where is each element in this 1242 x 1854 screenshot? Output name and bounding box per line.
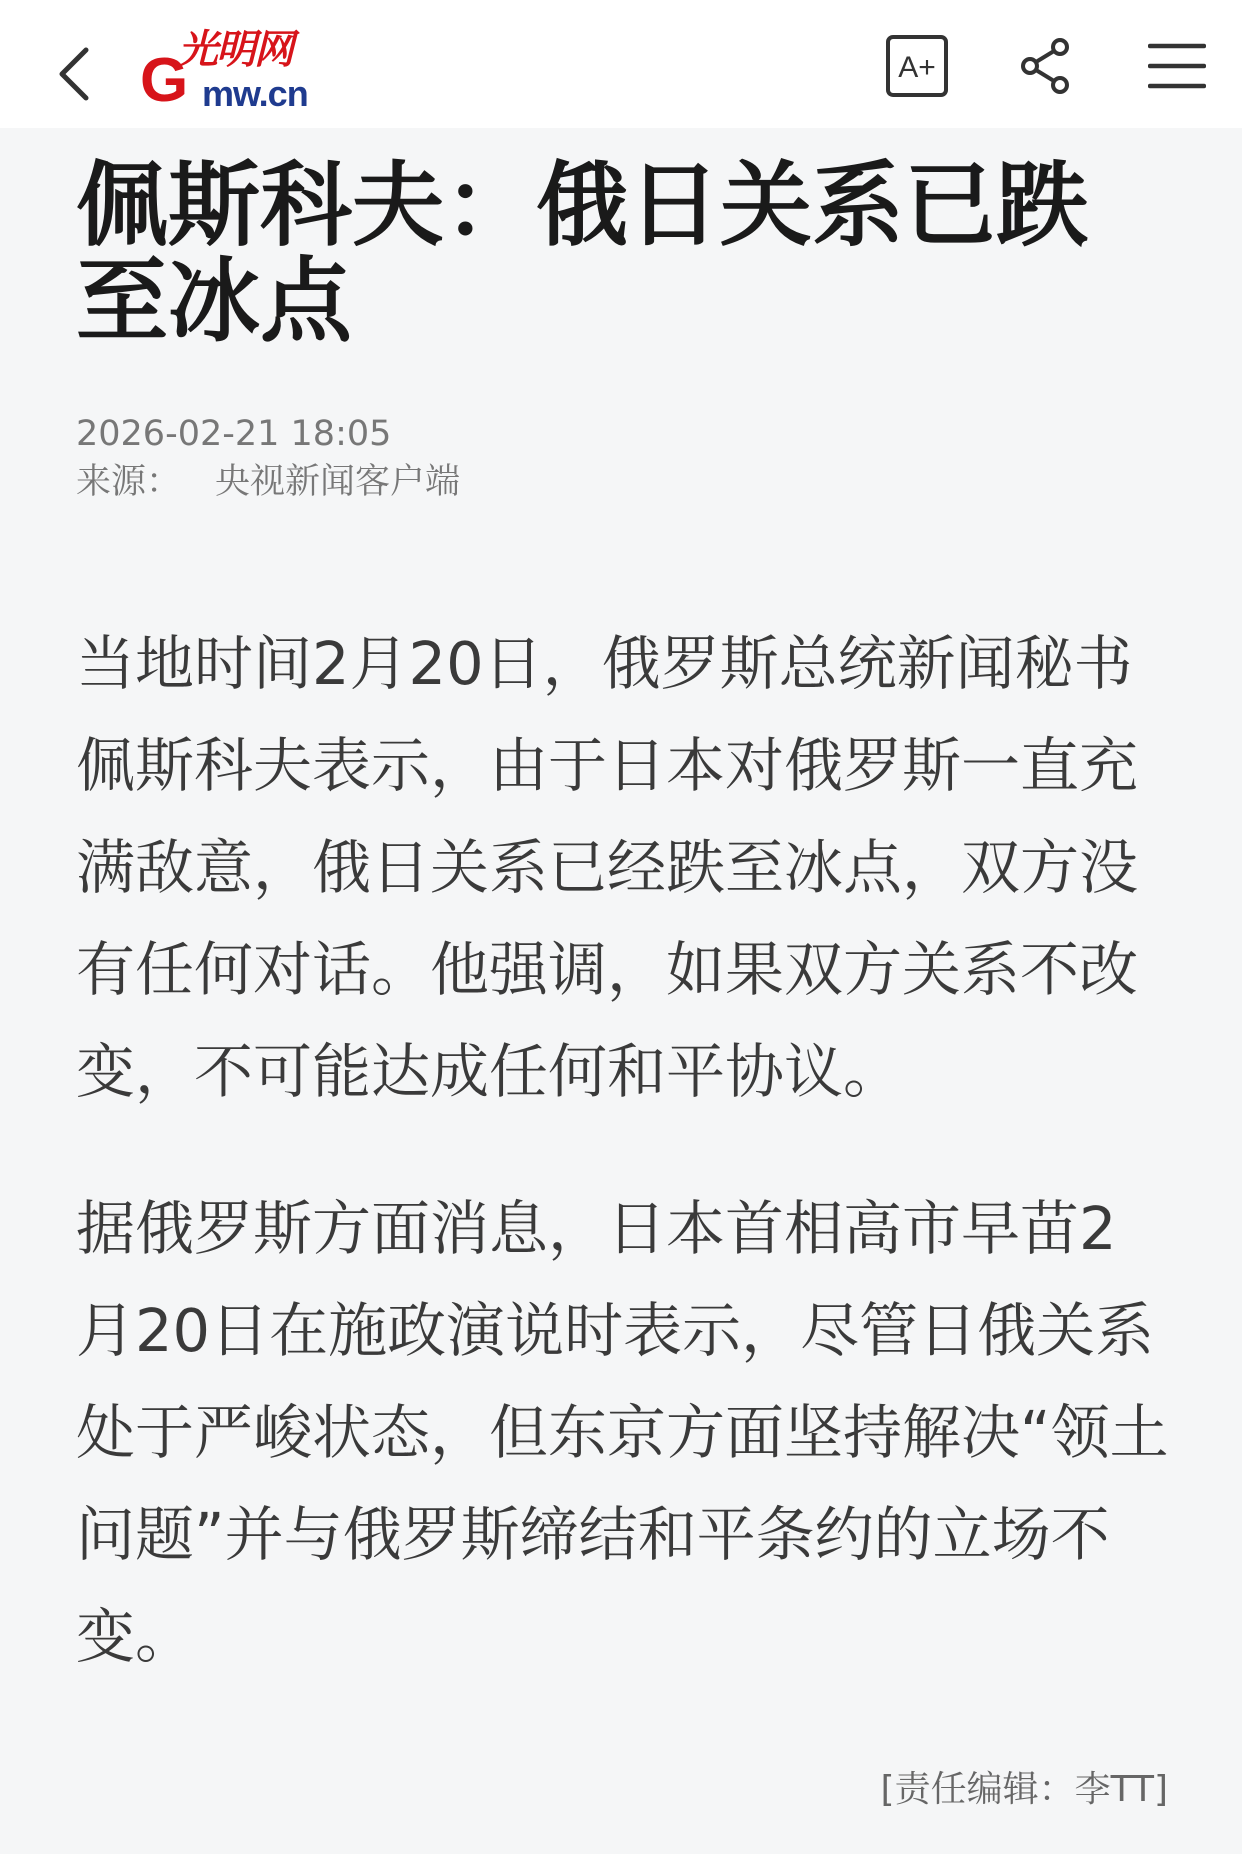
source-name: 央视新闻客户端 xyxy=(215,462,461,502)
font-size-button[interactable] xyxy=(877,30,957,102)
article-title: 佩斯科夫：俄日关系已跌至冰点 xyxy=(76,152,1089,355)
article-paragraph: 当地时间2月20日，俄罗斯总统新闻秘书佩斯科夫表示，由于日本对俄罗斯一直充满敌意，俄日关系已经跌至冰点，双方没有任何对话。他强调，如果双方关系不改变，不可能达成任何和平协议。 xyxy=(76,629,1139,1106)
logo-initial: G xyxy=(140,46,189,115)
article-paragraph: 据俄罗斯方面消息，日本首相高市早苗2月20日在施政演说时表示，尽管日俄关系处于严峻状态，但东京方面坚持解决“领土问题”并与俄罗斯缔结和平条约的立场不变。 xyxy=(76,1194,1169,1671)
article-source xyxy=(76,460,460,504)
responsible-editor: [责任编辑：李TT] xyxy=(880,1769,1168,1810)
menu-button[interactable] xyxy=(1137,30,1217,102)
back-button[interactable] xyxy=(44,38,104,110)
share-button[interactable] xyxy=(1006,30,1086,102)
font-size-label: A+ xyxy=(898,51,936,84)
publish-date: 2026-02-21 18:05 xyxy=(76,414,392,454)
menu-icon xyxy=(1148,41,1206,91)
top-navigation-bar xyxy=(0,0,1242,128)
logo-chinese-name: 光明网 xyxy=(178,26,292,73)
share-icon xyxy=(1016,36,1076,96)
gmw-logo[interactable] xyxy=(140,28,350,114)
source-label: 来源： xyxy=(76,462,182,502)
chevron-left-icon xyxy=(54,44,94,104)
logo-domain: mw.cn xyxy=(202,73,308,114)
font-size-icon xyxy=(885,34,949,98)
